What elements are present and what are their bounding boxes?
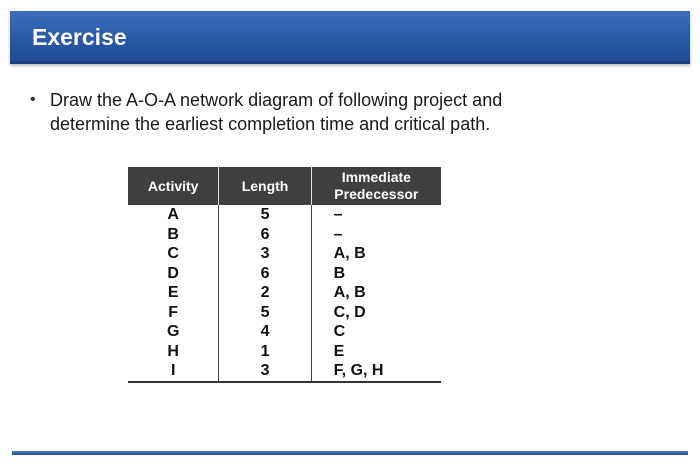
table-row (128, 322, 441, 342)
cell-predecessor: – (333, 225, 343, 243)
cell-predecessor: E (333, 342, 345, 360)
cell-length: 4 (219, 322, 311, 342)
cell-length: 1 (219, 342, 311, 362)
slide-title: Exercise (32, 24, 127, 50)
cell-activity: A (128, 205, 219, 225)
cell-activity: G (128, 322, 219, 342)
cell-length: 6 (219, 264, 311, 284)
cell-activity: B (128, 225, 219, 245)
cell-predecessor: C, D (333, 303, 366, 321)
cell-length: 3 (219, 361, 311, 382)
cell-activity: D (128, 264, 219, 284)
table-header-row (128, 167, 441, 205)
table-row (128, 264, 441, 284)
bullet-text (50, 88, 640, 136)
cell-predecessor: B (333, 264, 346, 282)
bullet-line-2: determine the earliest completion time and critical path. (50, 114, 491, 134)
slide-header (10, 11, 690, 64)
cell-length: 5 (219, 205, 311, 225)
cell-length: 5 (219, 303, 311, 323)
cell-length: 3 (219, 244, 311, 264)
cell-predecessor: F, G, H (311, 361, 441, 382)
table-row (128, 225, 441, 245)
table-row (128, 205, 441, 225)
cell-predecessor: C (333, 323, 346, 340)
header-predecessor (311, 167, 441, 205)
footer-divider (12, 451, 688, 455)
header-length: Length (219, 167, 311, 205)
cell-length: 6 (219, 225, 311, 245)
cell-predecessor: A, B (333, 245, 366, 262)
bullet-icon: • (30, 91, 36, 108)
header-activity: Activity (128, 167, 219, 205)
bullet-line-1: Draw the A-O-A network diagram of following project and (50, 90, 503, 110)
cell-activity: I (128, 361, 219, 382)
header-predecessor-line2: Predecessor (334, 186, 419, 202)
cell-length: 2 (219, 283, 311, 303)
cell-activity: H (128, 342, 219, 362)
table-row (128, 244, 441, 264)
table-row (128, 283, 441, 303)
cell-activity: E (128, 283, 219, 303)
cell-activity: C (128, 244, 219, 264)
activity-table (128, 167, 441, 383)
table-row (128, 361, 441, 382)
cell-predecessor: – (333, 206, 343, 223)
header-predecessor-line1: Immediate (341, 169, 411, 185)
table-row (128, 342, 441, 362)
cell-predecessor: A, B (333, 284, 366, 301)
table-row (128, 303, 441, 323)
cell-activity: F (128, 303, 219, 323)
